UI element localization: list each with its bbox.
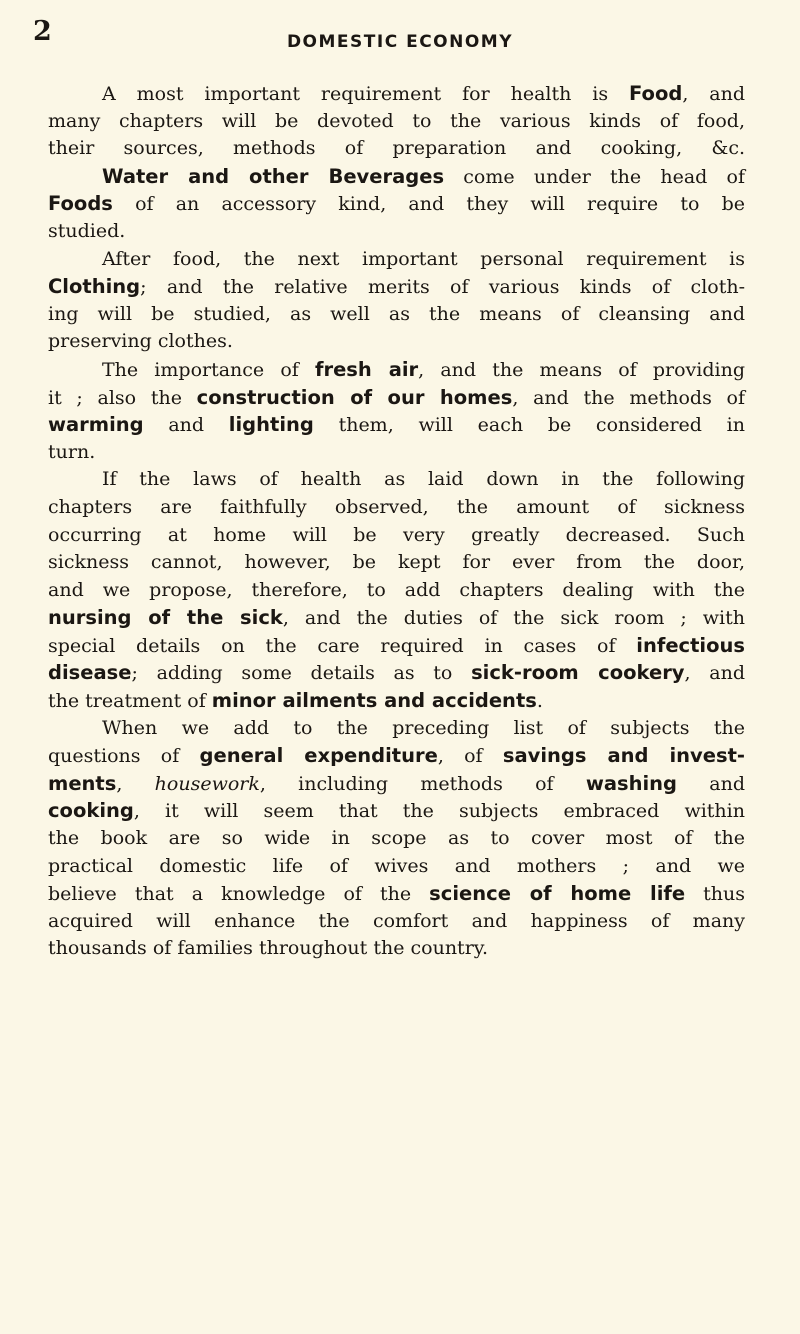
text-line [48, 135, 745, 163]
text-segment: come under the head of [444, 165, 745, 188]
emphasis-text: cooking [48, 799, 134, 823]
text-line [48, 273, 745, 301]
italic-text: housework [154, 772, 260, 795]
body-text [48, 80, 745, 963]
emphasis-text: lighting [228, 413, 314, 437]
emphasis-text: savings and invest- [502, 744, 745, 768]
text-line [48, 715, 745, 743]
text-segment: studied. [48, 219, 126, 242]
text-segment: ; adding some details as to [131, 662, 472, 685]
text-line [48, 384, 745, 412]
text-segment: If the laws of health as laid down in the following [102, 468, 745, 491]
emphasis-text: Water and other Beverages [102, 164, 445, 188]
text-line [48, 632, 745, 660]
text-line [48, 908, 745, 936]
text-segment: and [143, 414, 229, 437]
emphasis-text: washing [585, 771, 677, 795]
text-segment: , and the methods of [512, 386, 746, 409]
text-segment: , and the means of providing [418, 358, 745, 381]
text-segment: When we add to the preceding list of subjects the [102, 716, 745, 739]
text-line [48, 301, 745, 329]
text-line [48, 356, 745, 384]
text-segment: A most important requirement for health is [102, 83, 630, 105]
text-line [48, 411, 745, 439]
text-line [48, 742, 745, 770]
emphasis-text: warming [48, 413, 144, 437]
text-line [48, 439, 745, 467]
text-segment: The importance of [102, 358, 315, 381]
text-line [48, 190, 745, 218]
text-segment: their sources, methods of preparation and cooking, &c. [48, 137, 745, 160]
text-segment: practical domestic life of wives and mothers ; and we [48, 854, 745, 877]
emphasis-text: disease [48, 661, 132, 685]
text-segment: the treatment of [48, 690, 212, 713]
text-segment: and we propose, therefore, to add chapters dealing with the [48, 578, 745, 601]
text-line [48, 549, 745, 577]
text-line [48, 770, 745, 798]
text-line [48, 522, 745, 550]
text-segment: questions of [48, 745, 200, 768]
text-segment: thousands of families throughout the country. [48, 937, 489, 960]
text-segment: them, will each be considered in [313, 414, 745, 437]
text-segment: , it will seem that the subjects embraced within [133, 800, 745, 823]
text-line [48, 853, 745, 881]
emphasis-text: Food [629, 82, 683, 105]
text-segment: and [677, 772, 745, 795]
text-segment: , and [684, 662, 745, 685]
emphasis-text: sick-room cookery [471, 661, 685, 685]
text-segment: , of [437, 745, 503, 768]
text-line [48, 935, 745, 963]
text-segment: . [536, 690, 543, 713]
emphasis-text: Clothing [48, 275, 141, 299]
text-segment: sickness cannot, however, be kept for ever from the door, [48, 551, 745, 574]
text-line [48, 494, 745, 522]
running-head: DOMESTIC ECONOMY [286, 32, 514, 52]
emphasis-text: infectious [636, 633, 745, 657]
text-segment: , including methods of [259, 772, 586, 795]
text-segment: many chapters will be devoted to the various kinds of food, [48, 109, 745, 132]
text-segment: it ; also the [48, 386, 197, 409]
text-line [48, 246, 745, 274]
emphasis-text: general expenditure [199, 744, 438, 768]
text-line [48, 880, 745, 908]
text-line [48, 577, 745, 605]
text-segment: After food, the next important personal requirement is [102, 247, 745, 270]
emphasis-text: science of home life [429, 882, 686, 906]
text-segment: acquired will enhance the comfort and happiness of many [48, 909, 745, 932]
text-segment: chapters are faithfully observed, the amount of sickness [48, 495, 745, 518]
emphasis-text: nursing of the sick [48, 606, 283, 630]
text-segment: , [116, 772, 155, 795]
text-line [48, 659, 745, 687]
text-segment: , and [682, 83, 745, 105]
text-line [48, 108, 745, 136]
text-line [48, 604, 745, 632]
text-segment: occurring at home will be very greatly decreased. Such [48, 523, 745, 546]
text-segment: thus [685, 883, 746, 906]
emphasis-text: minor ailments and accidents [211, 689, 537, 713]
text-segment: special details on the care required in cases of [48, 634, 637, 657]
text-line [48, 80, 745, 108]
text-line [48, 218, 745, 246]
text-line [48, 466, 745, 494]
text-segment: preserving clothes. [48, 330, 233, 353]
text-segment: believe that a knowledge of the [48, 883, 430, 906]
emphasis-text: ments [48, 771, 117, 795]
text-segment: ; and the relative merits of various kinds of cloth- [140, 276, 745, 299]
text-segment: , and the duties of the sick room ; with [282, 607, 745, 630]
text-line [48, 163, 745, 191]
text-segment: of an accessory kind, and they will require to be [112, 193, 745, 216]
emphasis-text: construction of our homes [196, 385, 513, 409]
emphasis-text: Foods [48, 192, 113, 216]
text-segment: ing will be studied, as well as the means of cleansing and [48, 302, 745, 325]
emphasis-text: fresh air [314, 357, 419, 381]
text-line [48, 797, 745, 825]
text-segment: turn. [48, 440, 96, 463]
page-number: 2 [33, 16, 52, 47]
text-line [48, 687, 745, 715]
text-segment: the book are so wide in scope as to cover most of the [48, 827, 745, 850]
text-line [48, 825, 745, 853]
text-line [48, 328, 745, 356]
